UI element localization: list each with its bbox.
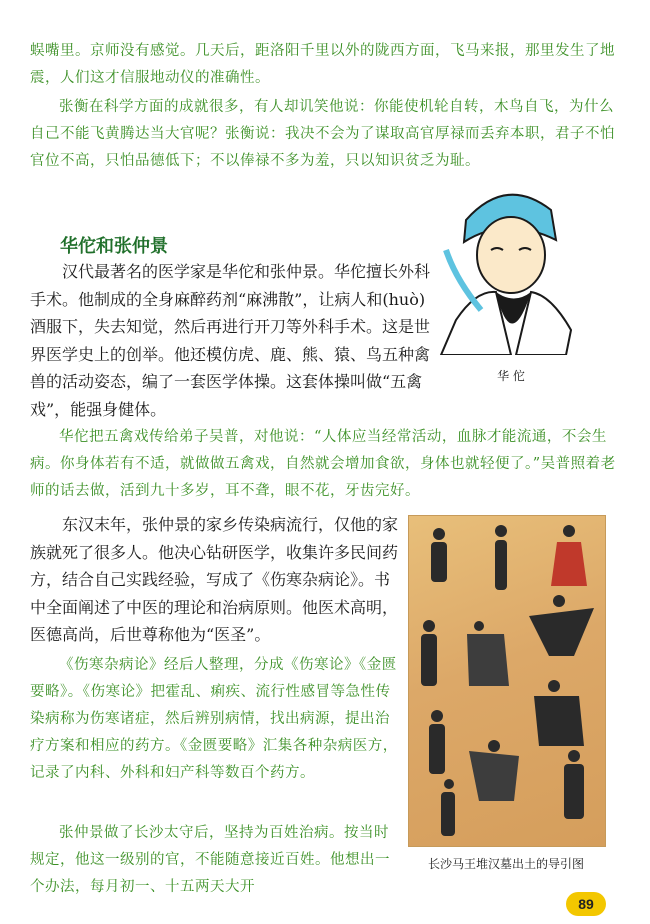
painting-caption: 长沙马王堆汉墓出土的导引图 (427, 857, 584, 871)
huatuo-portrait-image (436, 180, 576, 355)
portrait-caption: 华 佗 (497, 369, 525, 383)
section-heading: 华佗和张仲景 (60, 236, 168, 257)
paragraph-shanghanlun: 《伤寒杂病论》经后人整理，分成《伤寒论》《金匮要略》。《伤寒论》把霍乱、痢疾、流行性感冒等急性传染病称为伤寒诸症，然后辨别病情，找出病源，提出治疗方案和相应的药方。《金匮要略》汇集各种杂病医方，记录了内科、外科和妇产科等数百个药方。 (30, 657, 398, 781)
paragraph-zhangheng: 张衡在科学方面的成就很多，有人却讥笑他说：你能使机轮自转，木鸟自飞，为什么自己不能飞黄腾达当大官呢？张衡说：我决不会为了谋取高官厚禄而丢弃本职，君子不怕官位不高，只怕品德低下；不以俸禄不多为羞，只以知识贫乏为耻。 (30, 99, 615, 169)
paragraph-huatuo: 汉代最著名的医学家是华佗和张仲景。华佗擅长外科手术。他制成的全身麻醉药剂“麻沸散”，让病人和(huò)酒服下，失去知觉，然后再进行开刀等外科手术。这是世界医学史上的创举。他还模仿虎、鹿、熊、猿、鸟五种禽兽的活动姿态，编了一套医学体操。这套体操叫做“五禽戏”，能强身健体。 (30, 262, 431, 419)
paragraph-zhangzhongjing: 东汉末年，张仲景的家乡传染病流行，仅他的家族就死了很多人。他决心钻研医学，收集许多民间药方，结合自己实践经验，写成了《伤寒杂病论》。书中全面阐述了中医的理论和治病原则。他医术高明，医德高尚，后世尊称他为“医圣”。 (30, 515, 399, 644)
page-number: 89 (566, 892, 606, 916)
daoyin-painting-image (408, 515, 606, 847)
paragraph-wuqinxi: 华佗把五禽戏传给弟子吴普，对他说：“人体应当经常活动，血脉才能流通，不会生病。你身体若有不适，就做做五禽戏，自然就会增加食欲，身体也就轻便了。”吴普照着老师的话去做，活到九十多岁，耳不聋，眼不花，牙齿完好。 (30, 429, 616, 499)
paragraph-changsha: 张仲景做了长沙太守后，坚持为百姓治病。按当时规定，他这一级别的官，不能随意接近百姓。他想出一个办法，每月初一、十五两天大开 (30, 825, 390, 895)
paragraph-earthquake: 蜈嘴里。京师没有感觉。几天后，距洛阳千里以外的陇西方面，飞马来报，那里发生了地震，人们这才信服地动仪的准确性。 (30, 43, 615, 86)
